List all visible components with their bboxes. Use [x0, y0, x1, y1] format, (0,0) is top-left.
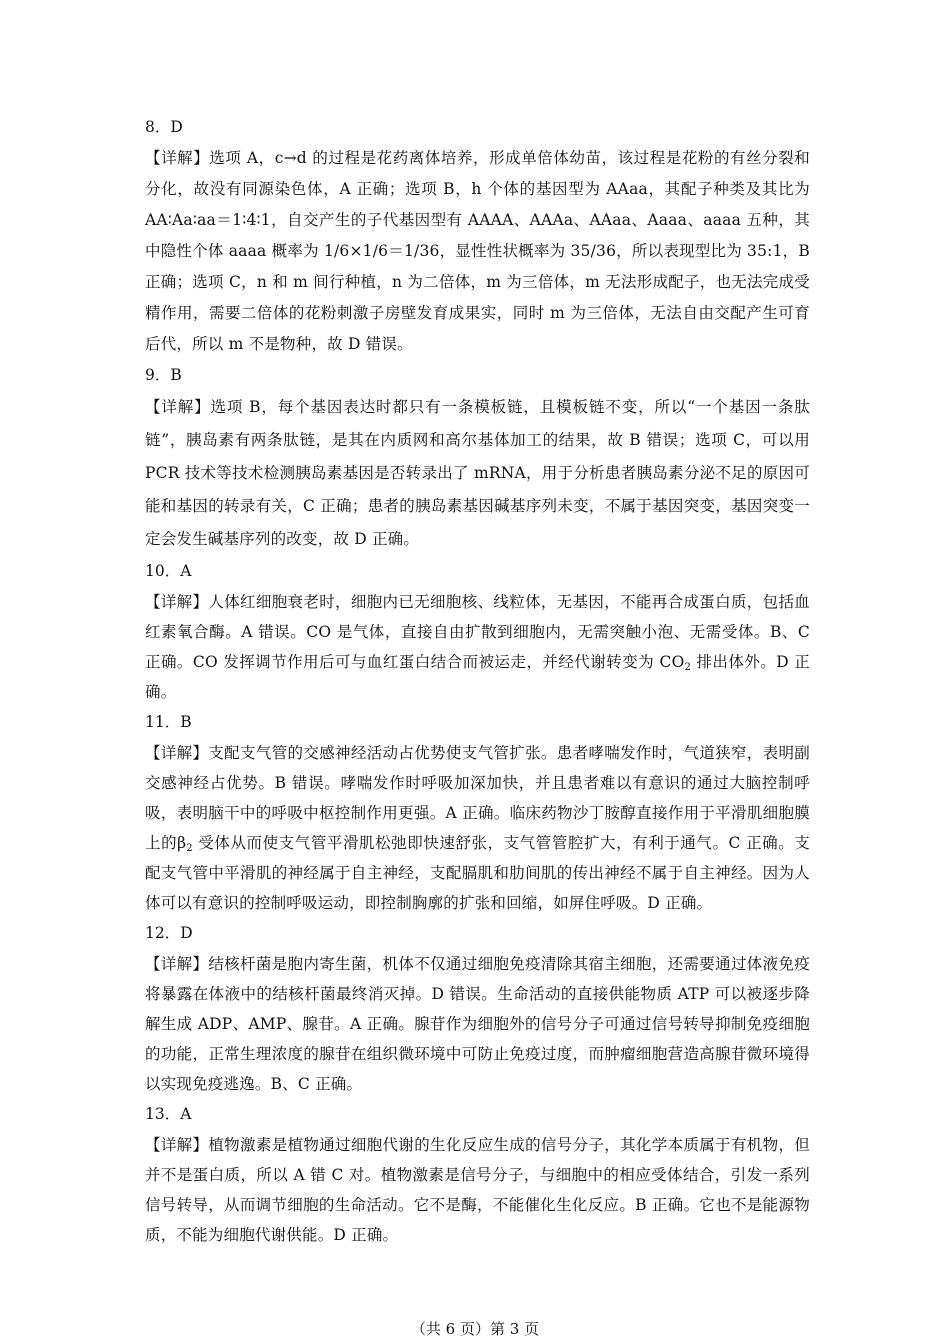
answer-detail: 【详解】选项 B，每个基因表达时都只有一条模板链，且模板链不变，所以“一个基因一条肽链”，胰岛素有两条肽链，是其在内质网和高尔基体加工的结果，故 B 错误；选项 C，可以用 PCR 技术等技术检测胰岛素基因是否转录出了 mRNA，用于分析患者胰岛素分泌不足的原因可能和基因的转录有关，C 正确；患者的胰岛素基因碱基序列未变，不属于基因突变，基因突变一定会发生碱基序列的改变，故 D 正确。 — [145, 398, 810, 548]
answer-detail: 【详解】选项 A，c→d 的过程是花药离体培养，形成单倍体幼苗，该过程是花粉的有丝分裂和分化，故没有同源染色体，A 正确；选项 B，h 个体的基因型为 AAaa，其配子种类及其比为 AA∶Aa∶aa＝1∶4∶1，自交产生的子代基因型有 AAAA、AAAa、AAaa、Aaaa、aaaa 五种，其中隐性个体 aaaa 概率为 1/6×1/6＝1/36，显性性状概率为 35/36，所以表现型比为 35:1，B 正确；选项 C，n 和 m 间行种植，n 为二倍体，m 为三倍体，m 无法形成配子，也无法完成受精作用，需要二倍体的花粉刺激子房壁发育成果实，同时 m 为三倍体，无法自由交配产生可育后代，所以 m 不是物种，故 D 错误。 — [145, 149, 810, 353]
answer-detail: 【详解】支配支气管的交感神经活动占优势使支气管扩张。患者哮喘发作时，气道狭窄，表明副交感神经占优势。B 错误。哮喘发作时呼吸加深加快，并且患者难以有意识的通过大脑控制呼吸，表明脑干中的呼吸中枢控制作用更强。A 正确。临床药物沙丁胺醇直接作用于平滑肌细胞膜上的$\beta_2$ 受体从而使支气管平滑肌松弛即快速舒张，支气管管腔扩大，有利于通气。C 正确。支配支气管中平滑肌的神经属于自主神经，支配膈肌和肋间肌的传出神经不属于自主神经。因为人体可以有意识的控制呼吸运动，即控制胸廓的扩张和回缩，如屏住呼吸。D 正确。 — [145, 744, 810, 912]
answer-number: 11．B — [145, 713, 192, 731]
answer-detail: 【详解】结核杆菌是胞内寄生菌，机体不仅通过细胞免疫清除其宿主细胞，还需要通过体液免疫将暴露在体液中的结核杆菌最终消灭掉。D 错误。生命活动的直接供能物质 ATP 可以被逐步降解生成 ADP、AMP、腺苷。A 正确。腺苷作为细胞外的信号分子可通过信号转导抑制免疫细胞的功能，正常生理浓度的腺苷在组织微环境中可防止免疫过度，而肿瘤细胞营造高腺苷微环境得以实现免疫逃逸。B、C 正确。 — [145, 955, 810, 1093]
answer-number: 13．A — [145, 1105, 192, 1123]
answer-number: 12．D — [145, 924, 193, 942]
answer-number: 9．B — [145, 366, 182, 384]
answer-detail: 【详解】植物激素是植物通过细胞代谢的生化反应生成的信号分子，其化学本质属于有机物，但并不是蛋白质，所以 A 错 C 对。植物激素是信号分子，与细胞中的相应受体结合，引发一系列信号转导，从而调节细胞的生命活动。它不是酶，不能催化生化反应。B 正确。它也不是能源物质，不能为细胞代谢供能。D 正确。 — [145, 1136, 810, 1244]
answer-content — [145, 112, 810, 1250]
page-footer: （共 6 页）第 3 页 — [410, 1320, 540, 1338]
answer-detail: 【详解】人体红细胞衰老时，细胞内已无细胞核、线粒体，无基因，不能再合成蛋白质，包括血红素氧合酶。A 错误。CO 是气体，直接自由扩散到细胞内，无需突触小泡、无需受体。B、C 正确。CO 发挥调节作用后可与血红蛋白结合而被运走，并经代谢转变为 $CO_2$ 排出体外。D 正确。 — [145, 593, 810, 701]
answer-number: 8．D — [145, 118, 183, 136]
answer-number: 10．A — [145, 562, 192, 580]
